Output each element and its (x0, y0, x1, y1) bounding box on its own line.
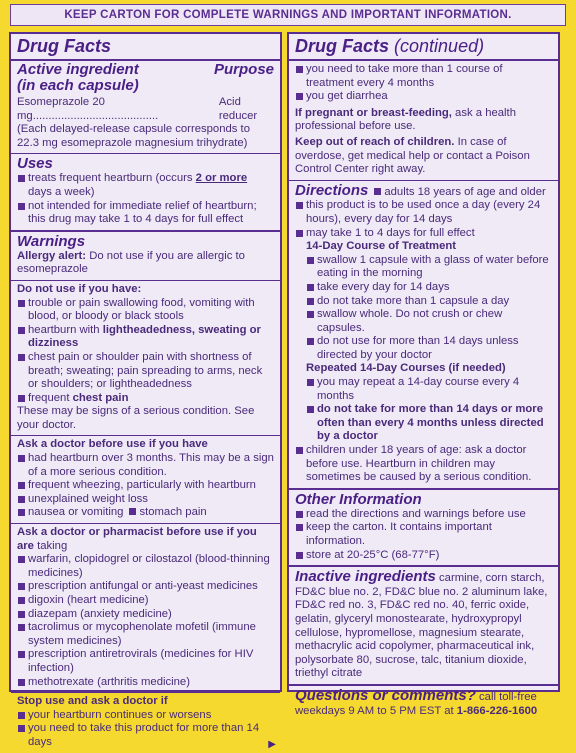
list-item: had heartburn over 3 months. This may be a sign of a more serious condition. (17, 452, 274, 479)
uses-heading: Uses (17, 155, 53, 173)
other-information-section (289, 490, 558, 567)
stop-use-section (11, 693, 280, 752)
list-item: store at 20-25°C (68-77°F) (295, 549, 552, 563)
active-ingredient-section (11, 61, 280, 154)
phone-number: 1-866-226-1600 (456, 704, 538, 717)
list-item: swallow whole. Do not crush or chew capsules. (295, 308, 552, 335)
warnings-heading: Warnings (17, 232, 86, 250)
active-ingredient-heading: Active ingredient (17, 61, 139, 78)
allergy-alert-label: Allergy alert: (17, 249, 87, 262)
list-item: nausea or vomiting stomach pain (17, 506, 274, 520)
list-item: frequent wheezing, particularly with heartburn (17, 479, 274, 493)
inactive-ingredients-heading: Inactive ingredients (295, 568, 436, 586)
uses-section (11, 154, 280, 231)
list-item: tacrolimus or mycophenolate mofetil (immune system medicines) (17, 621, 274, 648)
ask-doctor-heading: Ask a doctor before use if you have (17, 438, 208, 451)
list-item: frequent chest pain (17, 392, 274, 406)
list-item: read the directions and warnings before use (295, 508, 552, 522)
directions-heading: Directions (295, 181, 369, 199)
list-item: your heartburn continues or worsens (17, 709, 274, 723)
list-item: do not use for more than 14 days unless directed by your doctor (295, 335, 552, 362)
drug-facts-left-panel (9, 32, 282, 750)
list-item: children under 18 years of age: ask a doctor before use. Heartburn in children may sometimes be caused by a serious condition. (295, 444, 552, 485)
list-item: warfarin, clopidogrel or cilostazol (blood-thinning medicines) (17, 553, 274, 580)
purpose-heading: Purpose (213, 61, 274, 78)
top-banner-strip (0, 0, 576, 28)
keep-out-label: Keep out of reach of children. (295, 135, 455, 148)
ask-doctor-section (11, 436, 280, 524)
top-banner: KEEP CARTON FOR COMPLETE WARNINGS AND IMPORTANT INFORMATION. (10, 4, 566, 26)
other-information-heading: Other Information (295, 490, 422, 508)
list-item: digoxin (heart medicine) (17, 594, 274, 608)
serious-condition-note: These may be signs of a serious condition. See your doctor. (17, 405, 255, 431)
continue-arrow-icon: ▶ (268, 738, 276, 750)
list-item: you need to take this product for more than 14 days (17, 722, 274, 749)
continued-warnings-section: you need to take more than 1 course of treatment every 4 months you get diarrhea If pregnant or breast-feeding, ask a health professional before use. Keep out of reach of children. In case of overdose, get medical help or contact a Poison Control Center right away. (289, 61, 558, 181)
list-item: unexplained weight loss (17, 493, 274, 507)
inactive-ingredients-section (289, 567, 558, 686)
do-not-use-heading: Do not use if you have: (17, 282, 142, 295)
pregnancy-label: If pregnant or breast-feeding, (295, 106, 452, 119)
list-item: chest pain or shoulder pain with shortness of breath; sweating; pain spreading to arms, neck or shoulders; or lightheadedness (17, 351, 274, 392)
list-item: trouble or pain swallowing food, vomiting with blood, or bloody or black stools (17, 297, 274, 324)
list-item: keep the carton. It contains important information. (295, 521, 552, 548)
inactive-ingredients-text: carmine, corn starch, FD&C blue no. 2, FD&C blue no. 2 aluminum lake, FD&C red no. 3, FD&C red no. 40, ferric oxide, gelatin, glyceryl monostearate, hydroxypropyl cellulose, hypromellose, magnesium stearate, methacrylic acid copolymer, pharmaceutical ink, polysorbate 80, sucrose, talc, titanium dioxide, triethyl citrate (295, 572, 548, 680)
ingredient-purpose: Acid reducer (218, 96, 258, 122)
list-item: you get diarrhea (295, 90, 552, 104)
list-item: methotrexate (arthritis medicine) (17, 676, 274, 690)
questions-section: Questions or comments? call toll-free weekdays 9 AM to 5 PM EST at 1-866-226-1600 (295, 686, 538, 717)
list-item: prescription antiretrovirals (medicines for HIV infection) (17, 648, 274, 675)
list-item: you may repeat a 14-day course every 4 months (295, 376, 552, 403)
list-item: take every day for 14 days (295, 281, 552, 295)
list-item: do not take more than 1 capsule a day (295, 295, 552, 309)
drug-facts-right-panel (287, 32, 560, 717)
drug-facts-title: Drug Facts (17, 36, 112, 56)
list-item: you need to take more than 1 course of treatment every 4 months (295, 63, 552, 90)
list-item: diazepam (anxiety medicine) (17, 608, 274, 622)
allergy-alert-text: Do not use if you are allergic to esomeprazole (17, 249, 245, 276)
active-ingredient-subheading: (in each capsule) (17, 77, 139, 94)
directions-section: Directions adults 18 years of age and older this product is to be used once a day (every 24 hours), every day for 14 days may take 1 to 4 days for full effect 14-Day Course of Treatment swallow 1 capsule with a glass of water before eating in the morning take every day for 14 days do not take more than 1 capsule a day swallow whole. Do not crush or chew capsules. do not use for more than 14 days unless directed by your doctor Repeated 14-Day Courses (if needed) you may repeat a 14-day course every 4 months do not take for more than 14 days or more often than every 4 months unless directed by a doctor children under 18 years of age: ask a doctor before use. Heartburn in children may sometimes be caused by a serious condition. (289, 181, 558, 490)
do-not-use-section (11, 281, 280, 437)
questions-heading: Questions or comments? (295, 686, 476, 704)
list-item: prescription antifungal or anti-yeast medicines (17, 580, 274, 594)
ask-pharmacist-heading: Ask a doctor or pharmacist before use if you are (17, 526, 257, 552)
stop-use-heading: Stop use and ask a doctor if (17, 695, 168, 708)
list-item: this product is to be used once a day (every 24 hours), every day for 14 days (295, 199, 552, 226)
course-heading: 14-Day Course of Treatment (306, 240, 457, 253)
ingredient-name: Esomeprazole 20 mg (17, 96, 105, 122)
ask-pharmacist-section: Ask a doctor or pharmacist before use if you are taking warfarin, clopidogrel or cilostazol (blood-thinning medicines) prescription antifungal or anti-yeast medicines digoxin (heart medicine) diazepam (anxiety medicine) tacrolimus or mycophenolate mofetil (immune system medicines) prescription antiretrovirals (medicines for HIV infection) methotrexate (arthritis medicine) (11, 524, 280, 693)
dot-leader: ........................................ (32, 109, 159, 122)
list-item: do not take for more than 14 days or more often than every 4 months unless directed by a doctor (295, 403, 552, 444)
list-item: treats frequent heartburn (occurs 2 or more days a week) (17, 172, 274, 199)
drug-facts-title-section (11, 34, 280, 61)
repeat-course-heading: Repeated 14-Day Courses (if needed) (306, 362, 506, 375)
list-item: not intended for immediate relief of heartburn; this drug may take 1 to 4 days for full effect (17, 200, 274, 227)
list-item: swallow 1 capsule with a glass of water before eating in the morning (295, 254, 552, 281)
continued-label: (continued) (389, 36, 485, 56)
list-item: may take 1 to 4 days for full effect (295, 227, 552, 241)
drug-facts-title: Drug Facts (295, 36, 390, 56)
drug-facts-continued-title-section (289, 34, 558, 61)
ingredient-note: (Each delayed-release capsule corresponds to 22.3 mg esomeprazole magnesium trihydrate) (17, 123, 250, 149)
warnings-section (11, 232, 280, 281)
list-item: heartburn with lightheadedness, sweating or dizziness (17, 324, 274, 351)
